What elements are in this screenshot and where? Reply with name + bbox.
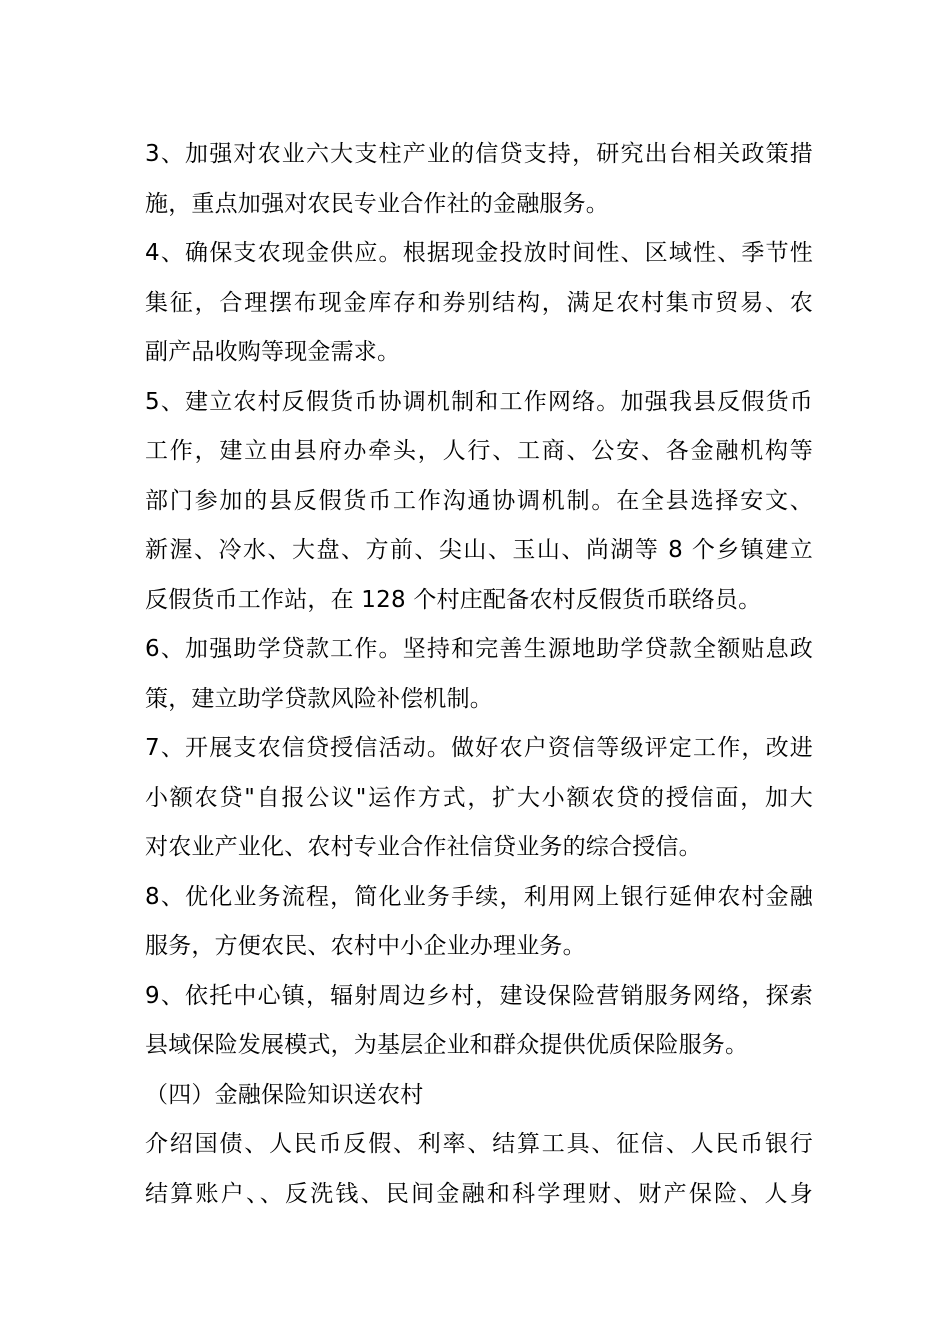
text-line: 施，重点加强对农民专业合作社的金融服务。 bbox=[145, 190, 609, 217]
paragraph-item-3 bbox=[145, 130, 813, 229]
paragraph-item-7 bbox=[145, 724, 813, 873]
text-line: 4、确保支农现金供应。根据现金投放时间性、区域性、季节性 bbox=[145, 240, 813, 266]
text-line: 6、加强助学贷款工作。坚持和完善生源地助学贷款全额贴息政 bbox=[145, 636, 813, 662]
paragraph-item-9 bbox=[145, 972, 813, 1071]
text-line: 介绍国债、人民币反假、利率、结算工具、征信、人民币银行 bbox=[145, 1131, 813, 1157]
paragraph-item-8 bbox=[145, 873, 813, 972]
text-line: 8、优化业务流程，简化业务手续，利用网上银行延伸农村金融 bbox=[145, 883, 813, 910]
paragraph-item-5 bbox=[145, 378, 813, 626]
paragraph-closing bbox=[145, 1120, 813, 1219]
text-line: 服务，方便农民、农村中小企业办理业务。 bbox=[145, 933, 586, 959]
text-line: 副产品收购等现金需求。 bbox=[145, 339, 401, 365]
text-line: 小额农贷"自报公议"运作方式，扩大小额农贷的授信面，加大 bbox=[145, 784, 813, 811]
text-line: 集征，合理摆布现金库存和券别结构，满足农村集市贸易、农 bbox=[145, 289, 813, 316]
paragraph-item-6 bbox=[145, 625, 813, 724]
text-line: 部门参加的县反假货币工作沟通协调机制。在全县选择安文、 bbox=[145, 487, 813, 514]
text-line: 对农业产业化、农村专业合作社信贷业务的综合授信。 bbox=[145, 834, 702, 860]
section-heading: （四）金融保险知识送农村 bbox=[145, 1081, 424, 1108]
text-line: 3、加强对农业六大支柱产业的信贷支持，研究出台相关政策措 bbox=[145, 141, 813, 167]
text-line: 7、开展支农信贷授信活动。做好农户资信等级评定工作，改进 bbox=[145, 735, 813, 761]
text-line: 新渥、冷水、大盘、方前、尖山、玉山、尚湖等 8 个乡镇建立 bbox=[145, 537, 813, 563]
text-line: 结算账户、、反洗钱、民间金融和科学理财、财产保险、人身 bbox=[145, 1180, 813, 1207]
text-line: 5、建立农村反假货币协调机制和工作网络。加强我县反假货币 bbox=[145, 388, 813, 415]
text-line: 反假货币工作站，在 128 个村庄配备农村反假货币联络员。 bbox=[145, 586, 762, 613]
text-line: 9、依托中心镇，辐射周边乡村，建设保险营销服务网络，探索 bbox=[145, 982, 813, 1009]
text-line: 策，建立助学贷款风险补偿机制。 bbox=[145, 685, 493, 712]
document-body bbox=[145, 130, 813, 1219]
paragraph-item-4 bbox=[145, 229, 813, 378]
text-line: 工作，建立由县府办牵头，人行、工商、公安、各金融机构等 bbox=[145, 438, 813, 464]
text-line: 县域保险发展模式，为基层企业和群众提供优质保险服务。 bbox=[145, 1032, 749, 1058]
